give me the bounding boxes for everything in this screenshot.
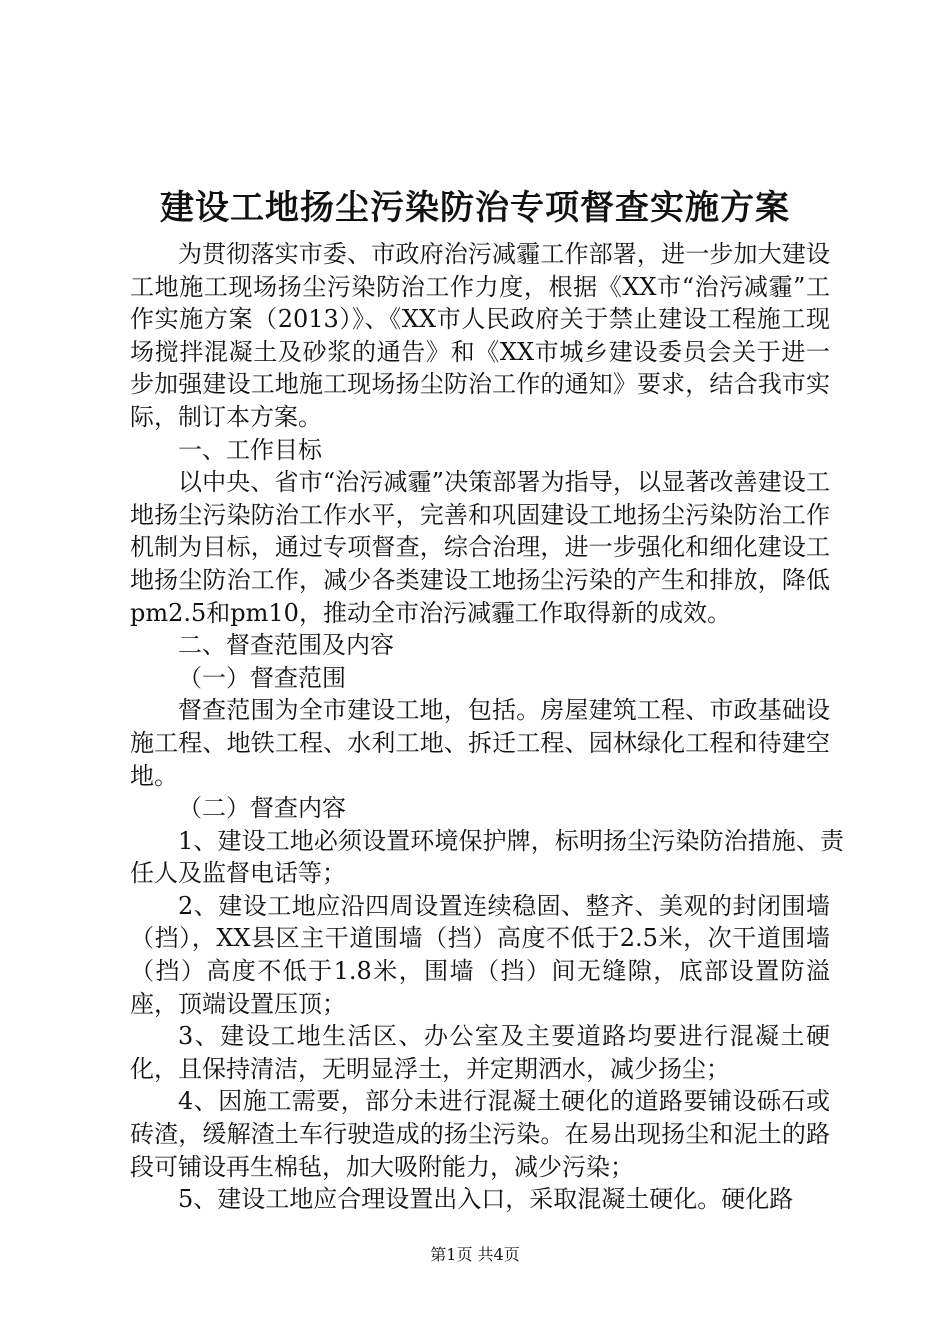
list-item-2: 2、建设工地应沿四周设置连续稳固、整齐、美观的封闭围墙（挡），XX县区主干道围墙（挡）高度不低于2.5米，次干道围墙（挡）高度不低于1.8米，围墙（挡）间无缝隙，底部设置防溢座，顶端设置压顶； [130, 891, 830, 1018]
list-item-3: 3、建设工地生活区、办公室及主要道路均要进行混凝土硬化，且保持清洁，无明显浮土，并定期洒水，减少扬尘； [130, 1022, 830, 1083]
list-item-5: 5、建设工地应合理设置出入口，采取混凝土硬化。硬化路 [178, 1185, 794, 1214]
paragraph-scope: 督查范围为全市建设工地，包括。房屋建筑工程、市政基础设施工程、地铁工程、水利工地、拆迁工程、园林绿化工程和待建空地。 [130, 696, 830, 790]
heading-scope-content: 二、督查范围及内容 [178, 631, 394, 660]
heading-work-goal: 一、工作目标 [178, 435, 322, 464]
document-title: 建设工地扬尘污染防治专项督查实施方案 [160, 188, 790, 228]
document-body [130, 238, 844, 1216]
paragraph-intro: 为贯彻落实市委、市政府治污减霾工作部署，进一步加大建设工地施工现场扬尘污染防治工作力度，根据《XX市“治污减霾”工作实施方案（2013）》、《XX市人民政府关于禁止建设工程施工现场搅拌混凝土及砂浆的通告》和《XX市城乡建设委员会关于进一步加强建设工地施工现场扬尘防治工作的通知》要求，结合我市实际，制订本方案。 [130, 240, 830, 431]
page-footer: 第1页 共4页 [430, 1245, 520, 1264]
subheading-content: （二）督查内容 [178, 794, 346, 823]
list-item-4: 4、因施工需要，部分未进行混凝土硬化的道路要铺设砾石或砖渣，缓解渣土车行驶造成的扬尘污染。在易出现扬尘和泥土的路段可铺设再生棉毡，加大吸附能力，减少污染； [130, 1087, 830, 1181]
subheading-scope: （一）督查范围 [178, 663, 346, 692]
list-item-1: 1、建设工地必须设置环境保护牌，标明扬尘污染防治措施、责任人及监督电话等； [130, 826, 844, 888]
paragraph-work-goal: 以中央、省市“治污减霾”决策部署为指导，以显著改善建设工地扬尘污染防治工作水平，完善和巩固建设工地扬尘污染防治工作机制为目标，通过专项督查，综合治理，进一步强化和细化建设工地扬尘防治工作，减少各类建设工地扬尘污染的产生和排放，降低pm2.5和pm10，推动全市治污减霾工作取得新的成效。 [130, 468, 830, 627]
